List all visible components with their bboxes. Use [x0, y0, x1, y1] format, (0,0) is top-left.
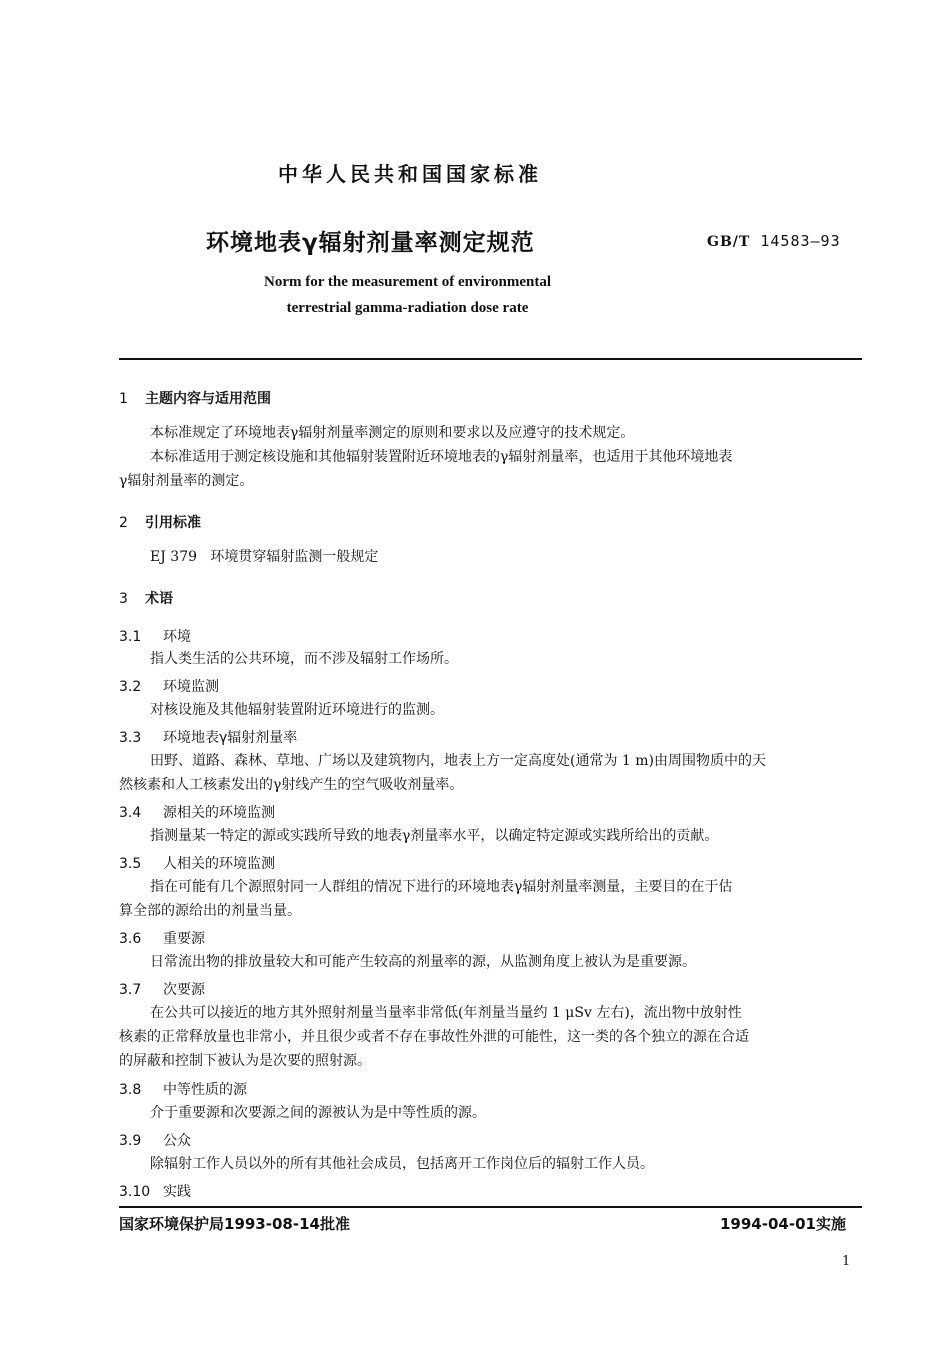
term-definition: 田野、道路、森林、草地、广场以及建筑物内，地表上方一定高度处(通常为 1 m)由周围物质中的天: [150, 753, 767, 769]
section-number: 3: [119, 591, 128, 607]
term-definition: 除辐射工作人员以外的所有其他社会成员，包括离开工作岗位后的辐射工作人员。: [150, 1156, 654, 1172]
term-3-7: [119, 979, 205, 999]
term-label: 环境: [163, 629, 191, 645]
term-3-1: [119, 626, 191, 646]
section-number: 1: [119, 391, 128, 407]
standard-type-heading: 中华人民共和国国家标准: [278, 162, 542, 186]
header-divider: [119, 358, 862, 360]
paragraph: 本标准适用于测定核设施和其他辐射装置附近环境地表的γ辐射剂量率，也适用于其他环境地表: [150, 449, 733, 465]
term-definition-continued: 核素的正常释放量也非常小，并且很少或者不存在事故性外泄的可能性，这一类的各个独立的源在合适: [119, 1029, 749, 1045]
term-number: 3.9: [119, 1133, 142, 1149]
term-number: 3.8: [119, 1082, 142, 1098]
term-number: 3.1: [119, 629, 142, 645]
term-label: 环境地表γ辐射剂量率: [163, 730, 298, 746]
standard-code-prefix: GB/T: [707, 234, 751, 250]
page-number: 1: [842, 1254, 851, 1269]
section-number: 2: [119, 515, 128, 531]
reference-title: 环境贯穿辐射监测一般规定: [210, 549, 379, 565]
section-title: 主题内容与适用范围: [145, 391, 271, 407]
term-label: 环境监测: [163, 679, 219, 695]
term-definition: 在公共可以接近的地方其外照射剂量当量率非常低(年剂量当量约 1 μSv 左右)，流出物中放射性: [150, 1005, 742, 1021]
term-number: 3.5: [119, 856, 142, 872]
section-1-heading: [119, 388, 271, 408]
term-label: 次要源: [163, 982, 205, 998]
term-definition: 指在可能有几个源照射同一人群组的情况下进行的环境地表γ辐射剂量率测量，主要目的在于估: [150, 879, 733, 895]
term-number: 3.10: [119, 1184, 151, 1200]
section-title: 引用标准: [145, 515, 201, 531]
paragraph-continued: γ辐射剂量率的测定。: [119, 473, 254, 489]
section-2-heading: [119, 512, 201, 532]
term-definition: 指测量某一特定的源或实践所导致的地表γ剂量率水平，以确定特定源或实践所给出的贡献。: [150, 828, 719, 844]
reference-entry: [150, 544, 378, 570]
term-label: 人相关的环境监测: [163, 856, 275, 872]
term-number: 3.2: [119, 679, 142, 695]
reference-code: EJ 379: [150, 549, 198, 565]
term-number: 3.4: [119, 805, 142, 821]
term-definition: 介于重要源和次要源之间的源被认为是中等性质的源。: [150, 1105, 486, 1121]
term-label: 中等性质的源: [163, 1082, 247, 1098]
term-3-4: [119, 802, 275, 822]
term-3-6: [119, 928, 205, 948]
footer-divider: [119, 1206, 862, 1208]
term-definition-continued: 的屏蔽和控制下被认为是次要的照射源。: [119, 1053, 371, 1069]
term-definition: 对核设施及其他辐射装置附近环境进行的监测。: [150, 702, 444, 718]
term-3-3: [119, 727, 297, 747]
term-label: 实践: [163, 1184, 191, 1200]
term-3-2: [119, 676, 219, 696]
term-definition: 指人类生活的公共环境，而不涉及辐射工作场所。: [150, 651, 458, 667]
section-3-heading: [119, 588, 173, 608]
term-label: 重要源: [163, 931, 205, 947]
standard-code: [707, 232, 841, 250]
section-title: 术语: [145, 591, 173, 607]
term-definition-continued: 算全部的源给出的剂量当量。: [119, 903, 301, 919]
term-number: 3.3: [119, 730, 142, 746]
english-title-line-2: terrestrial gamma-radiation dose rate: [286, 300, 529, 316]
paragraph: 本标准规定了环境地表γ辐射剂量率测定的原则和要求以及应遵守的技术规定。: [150, 425, 635, 441]
term-label: 公众: [163, 1133, 191, 1149]
term-3-10: [119, 1181, 191, 1201]
effective-date: 1994-04-01实施: [720, 1215, 846, 1233]
document-title: 环境地表γ辐射剂量率测定规范: [206, 230, 535, 256]
english-title-line-1: Norm for the measurement of environmental: [263, 274, 552, 290]
approval-line: 国家环境保护局1993-08-14批准: [119, 1215, 350, 1233]
term-3-9: [119, 1130, 191, 1150]
term-3-8: [119, 1079, 247, 1099]
standard-code-number: 14583—93: [760, 232, 841, 250]
term-number: 3.6: [119, 931, 142, 947]
term-3-5: [119, 853, 275, 873]
term-definition: 日常流出物的排放量较大和可能产生较高的剂量率的源，从监测角度上被认为是重要源。: [150, 954, 696, 970]
term-definition-continued: 然核素和人工核素发出的γ射线产生的空气吸收剂量率。: [119, 777, 464, 793]
term-number: 3.7: [119, 982, 142, 998]
term-label: 源相关的环境监测: [163, 805, 275, 821]
